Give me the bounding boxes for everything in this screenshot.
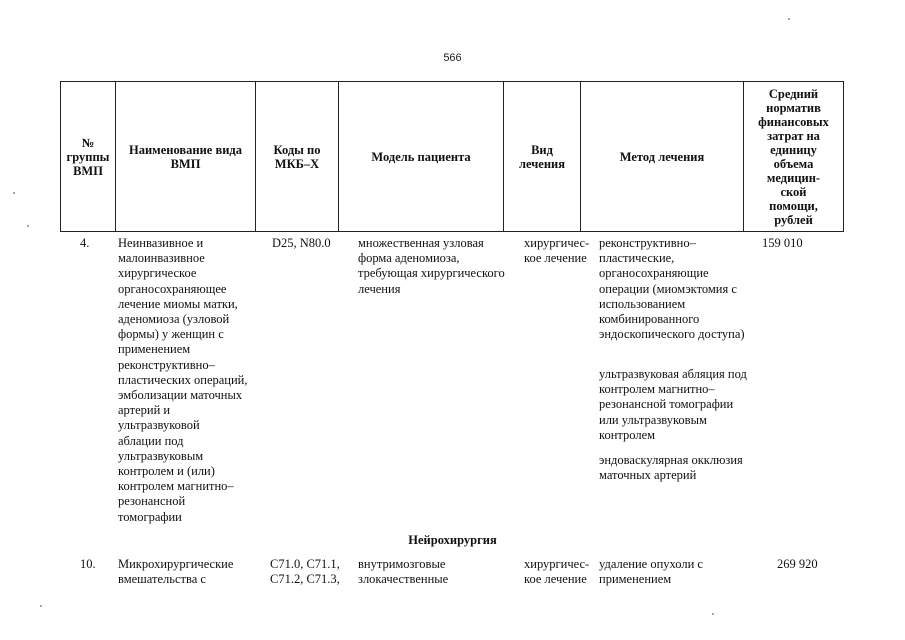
header-treatment-type: Вид лечения [504,82,581,232]
page-number: 566 [443,52,462,64]
scan-speck [712,613,714,615]
scan-speck [27,225,29,227]
header-vmp-name: Наименование вида ВМП [116,82,256,232]
section-title: Нейрохирургия [408,533,497,547]
row10-cost: 269 920 [777,557,818,571]
row10-treatment-type: хирургичес- кое лечение [524,557,590,587]
header-treatment-method: Метод лечения [581,82,744,232]
row4-method-2: ультразвуковая абляция под контролем магнитно– резонансной томографии или ультразвуковым контролем [599,367,747,442]
row10-number: 10. [80,557,96,571]
header-icd-codes: Коды по МКБ–X [256,82,339,232]
row4-icd-codes: D25, N80.0 [272,236,331,250]
table-header [60,81,844,232]
row4-number: 4. [80,236,90,250]
row10-icd-codes: C71.0, C71.1, C71.2, C71.3, [270,557,340,587]
row10-method: удаление опухоли с применением [599,557,703,587]
header-average-cost: Средний норматив финансовых затрат на единицу объема медицин- ской помощи, рублей [744,82,844,232]
header-group-number: № группы ВМП [61,82,116,232]
row4-vmp-name: Неинвазивное и малоинвазивное хирургическое органосохраняющее лечение миомы матки, аденомиоза (узловой формы) у женщин с применением реконструктивно– пластических операций, эмболизации маточных артерий и ультразвуковой аблации под ультразвуковым контролем и (или) контролем магнитно– резонансной томографии [118,236,248,524]
scan-speck [788,18,790,20]
header-patient-model: Модель пациента [339,82,504,232]
row10-patient-model: внутримозговые злокачественные [358,557,449,587]
row10-vmp-name: Микрохирургические вмешательства с [118,557,234,587]
row4-method-3: эндоваскулярная окклюзия маточных артерий [599,453,743,483]
scan-speck [13,192,15,194]
row4-cost: 159 010 [762,236,803,250]
scan-speck [40,605,42,607]
row4-patient-model: множественная узловая форма аденомиоза, требующая хирургического лечения [358,236,505,296]
row4-treatment-type: хирургичес- кое лечение [524,236,590,266]
row4-method-1: реконструктивно– пластические, органосохраняющие операции (миомэктомия с использованием комбинированного эндоскопического доступа) [599,236,745,342]
